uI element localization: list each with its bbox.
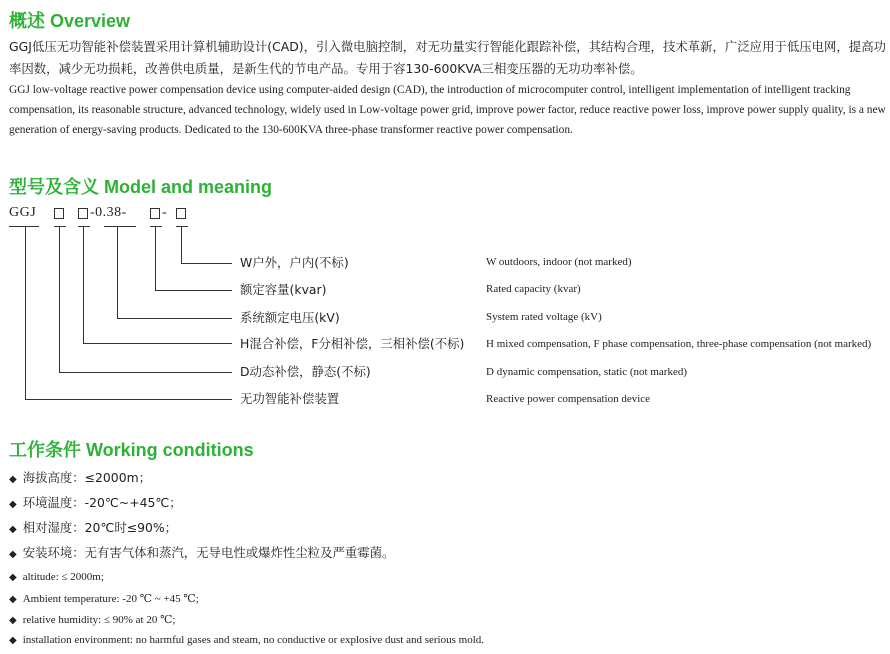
model-item-zh-6: 无功智能补偿装置 [240,391,340,406]
model-item-en-4: H mixed compensation, F phase compensation, three-phase compensation (not marked) [486,338,872,350]
bullet-diamond-icon: ◆ [9,499,17,510]
leader-h-2 [155,290,232,291]
bullet-diamond-icon: ◆ [9,635,17,646]
leader-h-3 [117,318,232,319]
condition-en-altitude: ◆ altitude: ≤ 2000m; [9,571,104,583]
bullet-diamond-icon: ◆ [9,474,17,485]
condition-zh-humidity: ◆ 相对湿度：20℃时≤90%； [9,520,178,535]
model-item-zh-1: W户外，户内(不标) [240,255,349,270]
leader-h-5 [59,372,232,373]
overview-heading: 概述 Overview [9,11,131,31]
underline-box-4 [176,226,188,227]
underline-box-3 [150,226,162,227]
condition-en-temperature: ◆ Ambient temperature: -20 ℃ ~ +45 ℃; [9,593,199,605]
model-item-zh-4: H混合补偿，F分相补偿，三相补偿(不标) [240,336,465,351]
model-item-zh-2: 额定容量(kvar) [240,282,327,297]
overview-en-text: GGJ low-voltage reactive power compensation device using computer-aided design (CAD), the introduction of microcomputer control, intelligent implementation of intelligent tracking compensation, its reasonable structure, advanced technology, widely used in Low-voltage power grid, improve power factor, reduce reactive power loss, improve power supply quality, is a new generation of energy-saving products. Dedicated to the 130-600KVA three-phase transformer reactive power compensation. [9,84,886,136]
underline-prefix [9,226,39,227]
leader-v-5 [59,226,60,372]
model-heading: 型号及含义 Model and meaning [9,177,273,197]
model-code-box-1 [54,208,64,219]
model-code-box-4 [176,208,186,219]
condition-zh-environment: ◆ 安装环境：无有害气体和蒸汽，无导电性或爆炸性尘粒及严重霉菌。 [9,545,395,560]
model-item-en-6: Reactive power compensation device [486,393,651,405]
leader-h-6 [25,399,232,400]
model-code-dash: - [162,205,168,220]
model-item-en-5: D dynamic compensation, static (not marked) [486,366,687,378]
bullet-diamond-icon: ◆ [9,549,17,560]
leader-v-1 [181,226,182,263]
model-code-box-3 [150,208,160,219]
bullet-diamond-icon: ◆ [9,615,17,626]
bullet-diamond-icon: ◆ [9,594,17,605]
model-item-en-1: W outdoors, indoor (not marked) [486,256,632,268]
leader-v-2 [155,226,156,290]
model-item-en-2: Rated capacity (kvar) [486,283,581,295]
underline-box-1 [54,226,66,227]
overview-zh-text: GGJ低压无功智能补偿装置采用计算机辅助设计(CAD)，引入微电脑控制，对无功量实行智能化跟踪补偿，其结构合理，技术革新，广泛应用于低压电网，提高功率因数，减少无功损耗，改善供电质量，是新生代的节电产品。专用于容130-600KVA三相变压器的无功功率补偿。 [9,39,886,76]
underline-voltage [104,226,136,227]
model-item-en-3: System rated voltage (kV) [486,311,602,323]
condition-zh-altitude: ◆ 海拔高度：≤2000m； [9,470,152,485]
leader-v-4 [83,226,84,343]
condition-en-environment: ◆ installation environment: no harmful gases and steam, no conductive or explosive dust and serious mold. [9,634,484,646]
leader-v-3 [117,226,118,318]
leader-h-4 [83,343,232,344]
leader-v-6 [25,226,26,399]
model-code-prefix: GGJ [9,205,37,220]
leader-h-1 [181,263,232,264]
bullet-diamond-icon: ◆ [9,524,17,535]
bullet-diamond-icon: ◆ [9,572,17,583]
model-code-box-2 [78,208,88,219]
model-item-zh-3: 系统额定电压(kV) [240,310,340,325]
model-item-zh-5: D动态补偿，静态(不标) [240,364,371,379]
condition-zh-temperature: ◆ 环境温度：-20℃~+45℃； [9,495,182,510]
condition-en-humidity: ◆ relative humidity: ≤ 90% at 20 ℃; [9,614,176,626]
conditions-heading: 工作条件 Working conditions [9,440,254,460]
underline-box-2 [78,226,90,227]
model-code-voltage: -0.38- [90,205,127,220]
